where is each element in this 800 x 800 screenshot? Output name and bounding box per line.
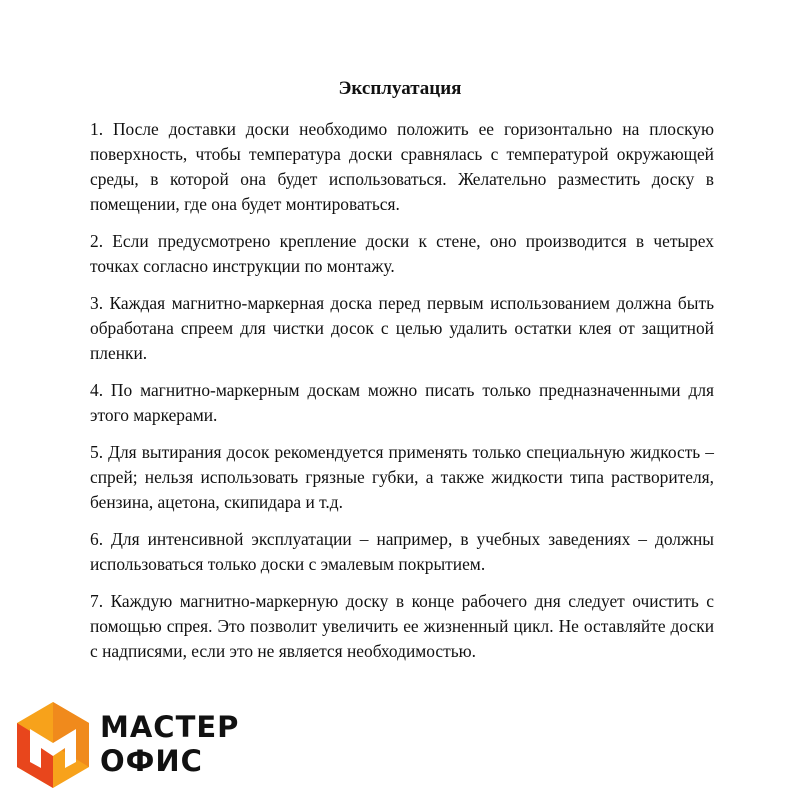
paragraph-4: 4. По магнитно-маркерным доскам можно писать только предназначенными для этого маркерами.: [90, 380, 714, 425]
document-title: Эксплуатация: [338, 78, 462, 99]
paragraph-7: 7. Каждую магнитно-маркерную доску в конце рабочего дня следует очистить с помощью спрея. Это позволит увеличить ее жизненный цикл. Не оставляйте доски с надписями, если это не является необходимостью.: [90, 591, 714, 661]
paragraph-2: 2. Если предусмотрено крепление доски к стене, оно производится в четырех точках согласно инструкции по монтажу.: [90, 231, 714, 276]
brand-name: [100, 710, 239, 778]
document-body: [90, 117, 714, 676]
brand-name-line1: МАСТЕР: [100, 710, 240, 744]
paragraph-1: 1. После доставки доски необходимо положить ее горизонтально на плоскую поверхность, чтобы температура доски сравнялась с температурой окружающей среды, в которой она будет использоваться. Желательно разместить доску в помещении, где она будет монтироваться.: [90, 119, 714, 214]
paragraph-6: 6. Для интенсивной эксплуатации – например, в учебных заведениях – должны использоваться только доски с эмалевым покрытием.: [90, 529, 714, 574]
paragraph-3: 3. Каждая магнитно-маркерная доска перед первым использованием должна быть обработана спреем для чистки досок с целью удалить остатки клея от защитной пленки.: [90, 293, 714, 363]
orange-hexagon-m-logo-icon: [14, 700, 92, 790]
paragraph-5: 5. Для вытирания досок рекомендуется применять только специальную жидкость – спрей; нельзя использовать грязные губки, а также жидкости типа растворителя, бензина, ацетона, скипидара и т.д.: [90, 442, 714, 512]
brand-name-line2: ОФИС: [100, 744, 203, 778]
brand-logo: [14, 700, 274, 792]
